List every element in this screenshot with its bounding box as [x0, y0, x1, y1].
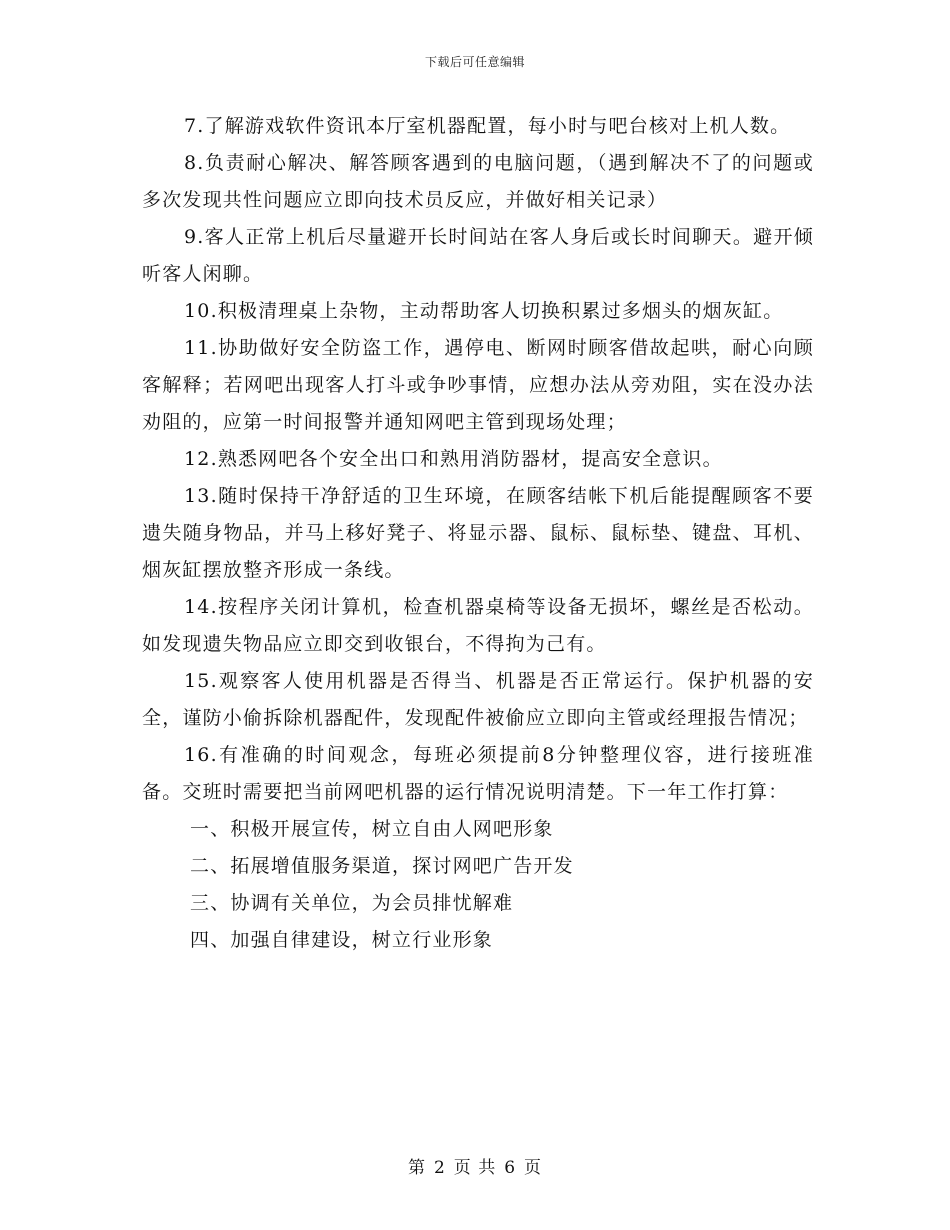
paragraph-item-8: 8.负责耐心解决、解答顾客遇到的电脑问题，（遇到解决不了的问题或多次发现共性问题应立即向技术员反应，并做好相关记录） [142, 152, 814, 211]
footer-prefix: 第 [407, 1158, 426, 1178]
footer-current-page: 2 [433, 1158, 446, 1178]
footer-middle: 页 共 [453, 1158, 497, 1178]
paragraph-item-12: 12.熟悉网吧各个安全出口和熟用消防器材，提高安全意识。 [184, 448, 723, 470]
footer-suffix: 页 [524, 1158, 543, 1178]
paragraph-item-16: 16.有准确的时间观念，每班必须提前8分钟整理仪容，进行接班准备。交班时需要把当前网吧机器的运行情况说明清楚。下一年工作打算： [142, 744, 814, 803]
paragraph-item-7: 7.了解游戏软件资讯本厅室机器配置，每小时与吧台核对上机人数。 [184, 115, 791, 137]
page-header-note: 下载后可任意编辑 [424, 55, 525, 69]
paragraph-item-15: 15.观察客人使用机器是否得当、机器是否正常运行。保护机器的安全，谨防小偷拆除机器配件，发现配件被偷应立即向主管或经理报告情况； [142, 670, 814, 729]
paragraph-item-14: 14.按程序关闭计算机，检查机器桌椅等设备无损坏，螺丝是否松动。如发现遗失物品应立即交到收银台，不得拘为己有。 [142, 596, 814, 655]
plan-item-3: 三、协调有关单位，为会员排忧解难 [190, 892, 514, 914]
page-number-footer [0, 1153, 950, 1178]
plan-item-1: 一、积极开展宣传，树立自由人网吧形象 [190, 818, 554, 840]
paragraph-item-13: 13.随时保持干净舒适的卫生环境，在顾客结帐下机后能提醒顾客不要遗失随身物品，并马上移好凳子、将显示器、鼠标、鼠标垫、键盘、耳机、烟灰缸摆放整齐形成一条线。 [142, 485, 814, 581]
paragraph-item-10: 10.积极清理桌上杂物，主动帮助客人切换积累过多烟头的烟灰缸。 [184, 300, 784, 322]
plan-item-4: 四、加强自律建设，树立行业形象 [190, 929, 494, 951]
plan-item-2: 二、拓展增值服务渠道，探讨网吧广告开发 [190, 855, 574, 877]
paragraph-item-11: 11.协助做好安全防盗工作，遇停电、断网时顾客借故起哄，耐心向顾客解释；若网吧出现客人打斗或争吵事情，应想办法从旁劝阻，实在没办法劝阻的，应第一时间报警并通知网吧主管到现场处理； [142, 337, 814, 433]
footer-total-pages: 6 [504, 1158, 517, 1178]
document-body [142, 108, 814, 959]
paragraph-item-9: 9.客人正常上机后尽量避开长时间站在客人身后或长时间聊天。避开倾听客人闲聊。 [142, 226, 814, 285]
